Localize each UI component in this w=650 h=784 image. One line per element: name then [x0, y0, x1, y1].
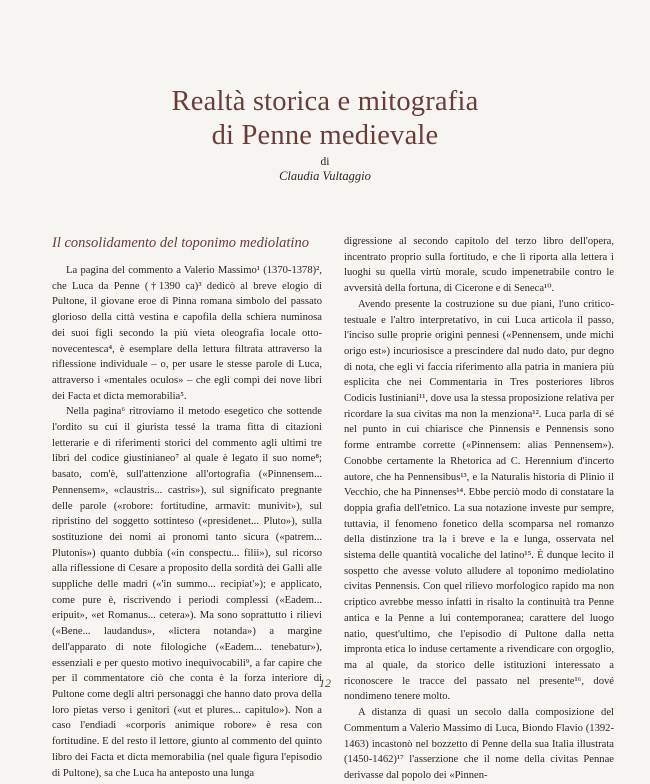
title-line-1: Realtà storica e mitografia: [171, 86, 479, 117]
page-number: 12: [319, 676, 331, 690]
byline-di: di: [320, 156, 330, 168]
title-line-2: di Penne medievale: [211, 120, 439, 151]
right-column: [344, 234, 614, 784]
paragraph: A distanza di quasi un secolo dalla composizione del Commentum a Valerio Massimo di Luca, Biondo Flavio (1392-1463) incastonò nel bozzetto di Penne della sua Italia illustrata (1450-1462)¹⁷ l'asserzione che il nome della civitas Pennae derivasse dal popolo dei «Pinnen-: [344, 707, 614, 781]
author-name: Claudia Vultaggio: [279, 169, 371, 183]
left-column: [52, 263, 322, 781]
paragraph: Nella pagina⁶ ritroviamo il metodo esegetico che sottende l'ordito su cui il giurista tessé la trama fitta di citazioni letterarie e di riferimenti storici del commento agli ultimi tre libri del codice giustinianeo⁷ al quale è legato il suo nome⁸; basato, com'è, sull'attenzione all'ortografia («Pinnensem... Pennensem», «claustris... castris»), sul significato pregnante delle parole («robore: fortitudine, armavit: munivit»), sul ripristino del soggetto sottinteso («presidenet... Pluto»), sulla sostituzione dei nomi ai pronomi tanto sicura («patrem... Plutonis») quanto dubbia («in conspectu... filii»), sul ricorso alla riflessione di Cesare a proposito della sordità dei Galli alle suppliche delle madri («'in summo... recipiat'»); e applicato, come pure è, riscrivendo i periodi complessi («Eadem... eripuit», «et Romanus... cetera»). Ma sono soprattutto i rilievi («Bene... laudandus», «lictera notanda») a margine dell'apparato di note filologiche («Eadem... tenebatur»), essenziali e per questo motivo inequivocabili⁹, a far capire che per il commentatore ciò che conta è la forza interiore di Pultone come degli altri personaggi che hanno dato prova della loro pietas verso i genitori («ut et plures... capitulo»). Non a caso l'endiadi «corporis animique robore» è resa con fortitudine. E del resto il lettore, giunto al commento del quinto libro dei Facta et dicta memorabilia (nel quale figura l'episodio di Pultone), sa che Luca ha anteposto una lunga: [52, 406, 322, 779]
paragraph: Avendo presente la costruzione su due piani, l'uno critico-testuale e l'altro interpretativo, in cui Luca articola il passo, l'inciso sulle proprie origini pennesi («Pennensem, unde michi origo est») incuriosisce a prescindere dal nudo dato, pur degno di nota, che egli vi faccia riferimento alla patria in maniera più esplicita che nei Commentaria in Tres posteriores libros Codicis Iustiniani¹¹, dove usa la stessa proposizione relativa per ricordare la sua civitas ma non la menziona¹². Luca parla di sé nel punto in cui chiarisce che Pinnensis e Pennensis sono forme entrambe corrette («Pinnensem: alias Pennensem»). Conobbe certamente la Rhetorica ad C. Herennium d'incerto autore, che ha Pennensibus¹³, e la Naturalis historia di Plinio il Vecchio, che ha Pinnenses¹⁴. Ebbe perciò modo di constatare la doppia grafia dell'etnico. La sua notazione investe pur sempre, tuttavia, il fenomeno fonetico della scomparsa nel romanzo della distinzione tra la i breve e la e lunga, osservata nel sistema delle quantità vocaliche del latino¹⁵. È dunque lecito il sospetto che avesse voluto alludere al toponimo mediolatino civitas Pennensis. Con quel rilievo morfologico rapido ma non criptico avrebbe messo infatti in risalto la continuità tra Penne antica e la Penne a lui contemporanea; carattere del luogo natio, quest'ultimo, che l'episodio di Pultone dalla netta impronta etica lo induse certamente a rivendicare con orgoglio, ma al quale, da storico delle istituzioni interessato a riconoscere le tracce del passato nel presente¹⁶, dové nondimeno tenere molto.: [344, 298, 614, 703]
paragraph: digressione al secondo capitolo del terzo libro dell'opera, incentrato proprio sulla fortitudo, e che lì riporta alla lettera i luoghi su quella virtù morale, scudo impenetrabile contro le avversità della fortuna, di Cicerone e di Seneca¹⁰.: [344, 236, 614, 295]
paragraph: La pagina del commento a Valerio Massimo¹ (1370-1378)², che Luca da Penne (†1390 ca)³ dedicò al breve elogio di Pultone, il giovane eroe di Pinna romana simbolo del passato glorioso della città vestina e capofila della schiera numinosa dei suoi figli secondo la più vieta oleografia locale otto-novecentesca⁴, è esemplare della lettura filtrata attraverso la riflessione individuale – o, per usare le stesse parole di Luca, attraverso i «mentales oculos» – che egli compì dei nove libri dei Facta et dicta memorabilia⁵.: [52, 265, 322, 402]
section-heading: Il consolidamento del toponimo mediolatino: [52, 235, 309, 251]
